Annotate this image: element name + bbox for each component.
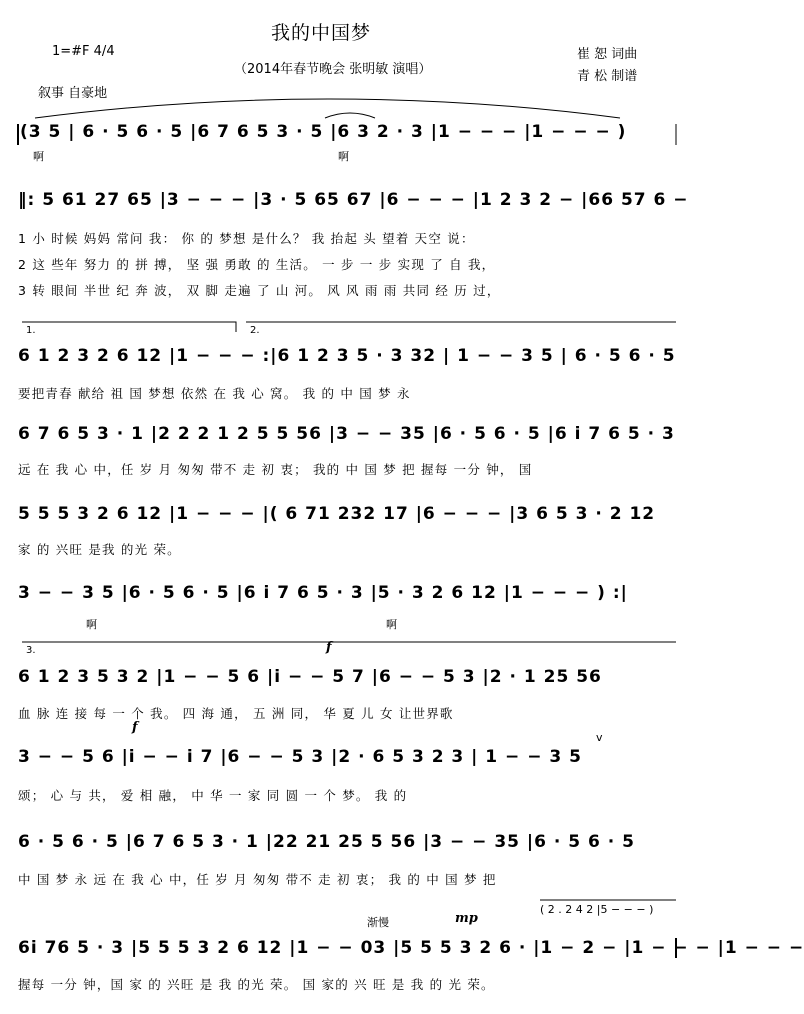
- score-row-7: 6 1 2 3 5 3 2 |1 − − 5 6 |i − − 5 7 |6 − − 5 3 |2 · 1 25 56: [18, 667, 602, 687]
- dynamic-forte: f: [132, 720, 138, 735]
- score-row-10: 6i 76 5 · 3 |5 5 5 3 2 6 12 |1 − − 03 |5 5 5 3 2 6 · |1 − 2 − |1 − − − |1 − − −: [18, 938, 804, 958]
- ending-1: 1.: [26, 325, 36, 336]
- score-row-8: 3 − − 5 6 |i − − i 7 |6 − − 5 3 |2 · 6 5 3 2 3 | 1 − − 3 5: [18, 747, 582, 767]
- lyric-row-8: 颂； 心 与 共， 爱 相 融， 中 华 一 家 同 圆 一 个 梦。 我 的: [18, 788, 408, 803]
- ending-2: 2.: [250, 325, 260, 336]
- lyric-row-3: 要把青春 献给 祖 国 梦想 依然 在 我 心 窝。 我 的 中 国 梦 永: [18, 386, 411, 401]
- song-title: 我的中国梦: [271, 22, 372, 44]
- breath-mark: v: [596, 731, 603, 744]
- lyric-verse-1: 1 小 时候 妈妈 常问 我： 你 的 梦想 是什么？ 我 抬起 头 望着 天空 说：: [18, 231, 475, 246]
- vocalise-mark: 啊: [338, 150, 349, 163]
- dynamic-mezzo-piano: mp: [455, 911, 478, 926]
- vocalise-mark: 啊: [386, 618, 397, 631]
- lyricist: 崔 恕 词曲: [577, 47, 638, 62]
- dynamic-forte: f: [326, 640, 332, 655]
- subtitle: （2014年春节晚会 张明敏 演唱）: [234, 62, 432, 77]
- score-row-2: ‖: 5 61 27 65 |3 − − − |3 · 5 65 67 |6 − − − |1 2 3 2 − |66 57 6 −: [18, 190, 689, 210]
- lyric-row-10: 握每 一分 钟，国 家 的 兴旺 是 我 的光 荣。 国 家的 兴 旺 是 我 的 光 荣。: [18, 977, 495, 992]
- score-row-3: 6 1 2 3 2 6 12 |1 − − − :|6 1 2 3 5 · 3 32 | 1 − − 3 5 | 6 · 5 6 · 5: [18, 346, 676, 366]
- lyric-row-7: 血 脉 连 接 每 一 个 我。 四 海 通， 五 洲 同， 华 夏 儿 女 让世界歌: [18, 706, 454, 721]
- lyric-row-4: 远 在 我 心 中，任 岁 月 匆匆 带不 走 初 衷； 我的 中 国 梦 把 握每 一分 钟， 国: [18, 462, 533, 477]
- lyric-row-5: 家 的 兴旺 是我 的光 荣。: [18, 542, 181, 557]
- lyric-verse-2: 2 这 些年 努力 的 拼 搏， 坚 强 勇敢 的 生活。 一 步 一 步 实现 了 自 我，: [18, 257, 496, 272]
- vocalise-mark: 啊: [33, 150, 44, 163]
- score-row-6: 3 − − 3 5 |6 · 5 6 · 5 |6 i 7 6 5 · 3 |5 · 3 2 6 12 |1 − − − ) :|: [18, 583, 628, 603]
- score-row-4: 6 7 6 5 3 · 1 |2 2 2 1 2 5 5 56 |3 − − 35 |6 · 5 6 · 5 |6 i 7 6 5 · 3: [18, 424, 675, 444]
- ritardando-mark: 渐慢: [367, 916, 389, 929]
- key-signature: 1=#F 4/4: [52, 44, 115, 59]
- lyric-row-9: 中 国 梦 永 远 在 我 心 中，任 岁 月 匆匆 带不 走 初 衷； 我 的 中 国 梦 把: [18, 872, 497, 887]
- score-row-5: 5 5 5 3 2 6 12 |1 − − − |( 6 71 232 17 |6 − − − |3 6 5 3 · 2 12: [18, 504, 656, 524]
- arranger: 青 松 制谱: [577, 69, 638, 84]
- tempo-marking: 叙事 自豪地: [38, 86, 108, 101]
- lyric-verse-3: 3 转 眼间 半世 纪 奔 波， 双 脚 走遍 了 山 河。 风 风 雨 雨 共同 经 历 过，: [18, 283, 501, 298]
- score-row-9: 6 · 5 6 · 5 |6 7 6 5 3 · 1 |22 21 25 5 56 |3 − − 35 |6 · 5 6 · 5: [18, 832, 635, 852]
- alternate-ending: ( 2 . 2 4 2 |5 − − − ): [540, 903, 654, 916]
- vocalise-mark: 啊: [86, 618, 97, 631]
- ending-3: 3.: [26, 645, 36, 656]
- score-row-1: (3 5 | 6 · 5 6 · 5 |6 7 6 5 3 · 5 |6 3 2 · 3 |1 − − − |1 − − − ): [20, 122, 627, 142]
